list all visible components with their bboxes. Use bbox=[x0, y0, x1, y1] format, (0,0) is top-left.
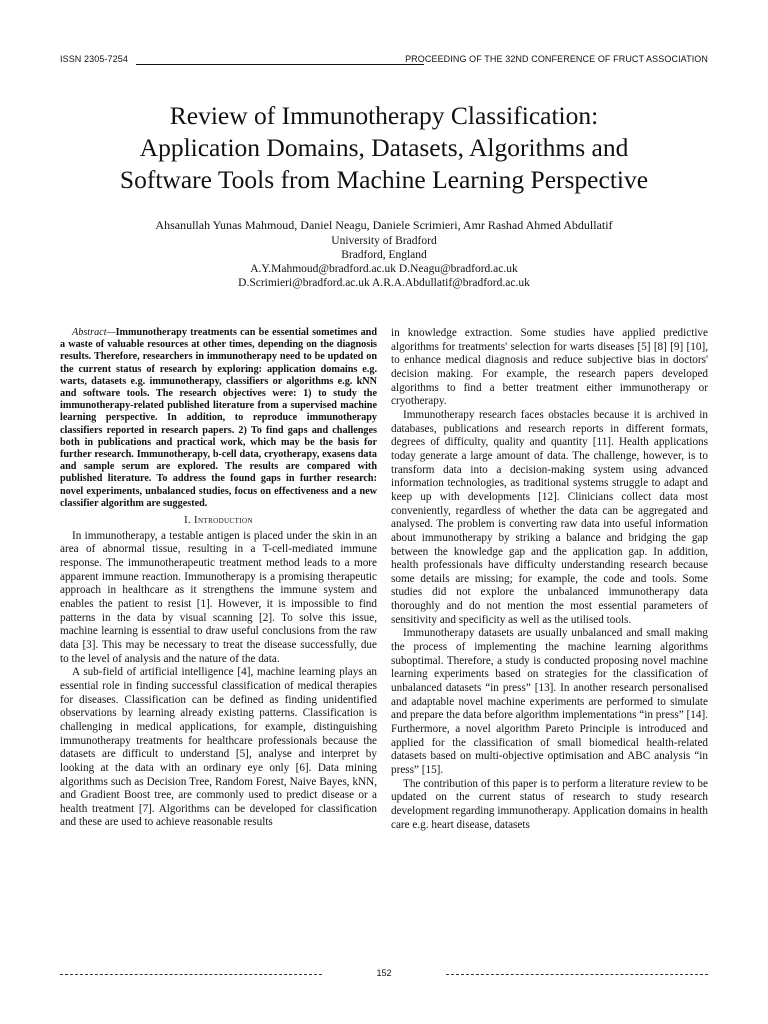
section-heading-introduction bbox=[60, 514, 377, 528]
right-paragraph-2: Immunotherapy datasets are usually unbalanced and small making the process of implementing the machine learning algorithms suboptimal. Therefore, a study is conducted proposing novel machine learning experiments based on strategies for the classification of unbalanced datasets “in press” [13]. In another research personalised and adaptable novel machine experiments are performed to simulate and prepare the data before algorithm implementations “in press” [14]. Furthermore, a novel algorithm Pareto Principle is introduced and applied for the classification of small biomedical health-related datasets based on multi-objective optimisation and ABC analysis “in press” [15]. bbox=[391, 627, 708, 776]
author-names: Ahsanullah Yunas Mahmoud, Daniel Neagu, Daniele Scrimieri, Amr Rashad Ahmed Abdullatif bbox=[155, 218, 613, 232]
section-number: I. bbox=[184, 515, 192, 527]
title-line-2: Application Domains, Datasets, Algorithms and bbox=[139, 133, 629, 162]
author-location: Bradford, England bbox=[341, 249, 427, 261]
title-line-1: Review of Immunotherapy Classification: bbox=[169, 101, 599, 130]
left-column bbox=[60, 327, 377, 830]
abstract-label: Abstract— bbox=[72, 327, 116, 338]
footer-dashes-left bbox=[60, 974, 322, 975]
header-rule bbox=[136, 64, 424, 65]
paper-title bbox=[40, 100, 728, 196]
intro-paragraph-2: A sub-field of artificial intelligence [4], machine learning plays an essential role in finding successful classification of medical therapies for diseases. Classification can be defined as finding unidentified observations by learning already existing patterns. Classification is challenging in medical applications, for example, distinguishing immunotherapy treatments for healthcare professionals because the datasets are difficult to understand [5], analyse and interpret by looking at the data with an ordinary eye only [6]. Data mining algorithms such as Decision Tree, Random Forest, Naive Bayes, kNN, and Gradient Boost tree, are commonly used to predict disease or a health treatment [7]. Algorithms can be developed for classification and these are used to achieve reasonable results bbox=[60, 666, 377, 829]
continued-paragraph: in knowledge extraction. Some studies have applied predictive algorithms for treatments' selection for warts diseases [5] [8] [9] [10], to enhance medical diagnosis and reduce subjective bias in doctors' decision making. For example, the research papers developed algorithms to find a better treatment either immunotherapy or cryotherapy. bbox=[391, 327, 708, 408]
right-paragraph-3: The contribution of this paper is to perform a literature review to be updated on the current status of research to study research development regarding immunotherapy. Application domains in health care e.g. heart disease, datasets bbox=[391, 777, 708, 831]
running-header bbox=[60, 54, 708, 68]
title-line-3: Software Tools from Machine Learning Perspective bbox=[119, 165, 649, 194]
right-column bbox=[391, 327, 708, 832]
conference-text: PROCEEDING OF THE 32ND CONFERENCE OF FRUCT ASSOCIATION bbox=[405, 54, 708, 64]
page-footer bbox=[60, 968, 708, 980]
issn-text: ISSN 2305-7254 bbox=[60, 54, 128, 64]
author-block bbox=[40, 218, 728, 290]
author-affiliation: University of Bradford bbox=[331, 235, 437, 247]
section-title: Introduction bbox=[194, 515, 253, 527]
abstract-text: Immunotherapy treatments can be essential sometimes and a waste of valuable resources at other times, depending on the diagnosis results. Therefore, researchers in immunotherapy need to be updated on the current status of research by exploring: application domains e.g. warts, datasets e.g. immunotherapy, classifiers or algorithms e.g. kNN and software tools. The research objectives were: 1) to study the immunotherapy-related published literature from a supervised machine learning perspective. In addition, to reproduce immunotherapy classifiers reported in research papers. 2) To find gaps and challenges both in publications and practical work, which may be the basis for further research. Immunotherapy, b-cell data, cryotherapy, exasens data and sample serum are explored. The results are compared with published literature. To address the found gaps in further research: novel experiments, unbalanced studies, focus on effectiveness and a new classifier algorithm are suggested. bbox=[60, 327, 377, 509]
author-emails-2: D.Scrimieri@bradford.ac.uk A.R.A.Abdullatif@bradford.ac.uk bbox=[238, 277, 530, 289]
page-number: 152 bbox=[376, 968, 392, 978]
right-paragraph-1: Immunotherapy research faces obstacles because it is archived in databases, publications and research reports in different formats, degrees of difficulty, quality and quantity [11]. Health applications today generate a large amount of data. The challenge, however, is to transform data into a decision-making system using advanced information technologies, as traditional systems struggle to adapt and keep up with developments [12]. Clinicians collect data most conveniently, regardless of whether the data can be aggregated and analysed. The problem is converting raw data into useful information about immunotherapy by striking a balance and bridging the gap between the knowledge gap and the application gap. In addition, health professionals have difficulty understanding research because some details are missing; for example, the code and tools. Some studies did not explore the unbalanced immunotherapy data thoroughly and do not mention the most essential parameters of sensitivity and specificity as well as the utilised tools. bbox=[391, 408, 708, 626]
intro-paragraph-1: In immunotherapy, a testable antigen is placed under the skin in an area of abnormal tissue, resulting in a T-cell-mediated immune response. The immunotherapeutic treatment method leads to a more apparent immune reaction. Immunotherapy is a promising therapeutic approach in healthcare as it strengthens the immune system and enables the patient to resist [1]. However, it is impossible to find patterns in the data by visual scanning [2]. To solve this issue, machine learning is essential to draw useful conclusions from the raw data [3]. This may be necessary to treat the disease successfully, due to the level of analysis and the nature of the data. bbox=[60, 529, 377, 665]
abstract bbox=[60, 327, 377, 510]
footer-dashes-right bbox=[446, 974, 708, 975]
author-emails-1: A.Y.Mahmoud@bradford.ac.uk D.Neagu@bradford.ac.uk bbox=[250, 263, 518, 275]
